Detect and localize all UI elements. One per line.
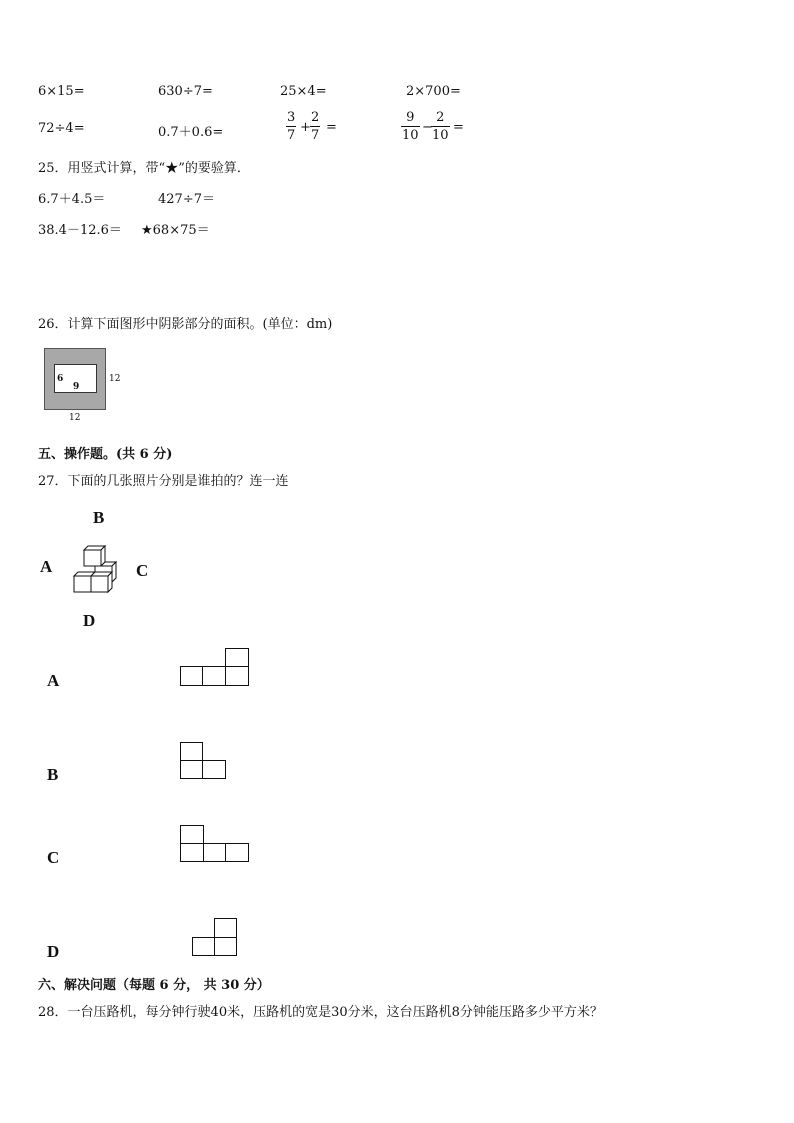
- numerator: 3: [287, 110, 296, 125]
- fraction-bar: [401, 126, 420, 127]
- denominator: 7: [311, 128, 320, 143]
- numerator: 2: [311, 110, 320, 125]
- fraction-bar: [431, 126, 450, 127]
- view-label-c: C: [47, 848, 60, 867]
- view-label-d: D: [47, 942, 60, 961]
- vertical-calc-3: 38.4－12.6＝: [38, 223, 122, 238]
- outer-side-label: 12: [109, 374, 121, 384]
- numerator: 9: [406, 110, 415, 125]
- fraction-9-10: [401, 110, 420, 143]
- equals-sign: =: [453, 120, 464, 135]
- oral-calc-4: 2×700=: [406, 84, 461, 99]
- numerator: 2: [436, 110, 445, 125]
- plus-sign: +: [300, 120, 311, 135]
- view-a-square: [225, 648, 249, 667]
- inner-height-label: 6: [57, 374, 64, 384]
- fraction-bar: [310, 126, 320, 127]
- fraction-bar: [286, 126, 296, 127]
- view-label-a: A: [47, 671, 60, 690]
- oral-calc-6: 0.7＋0.6=: [158, 125, 224, 140]
- section-6-heading: 六、解决问题（每题 6 分， 共 30 分）: [38, 978, 270, 993]
- observer-a: A: [40, 557, 53, 576]
- view-c-square: [180, 843, 204, 862]
- vertical-calc-2: 427÷7＝: [158, 192, 215, 207]
- view-b-square: [180, 760, 203, 779]
- minus-sign: −: [422, 120, 433, 135]
- view-a-square: [180, 666, 203, 686]
- question-27-title: 27．下面的几张照片分别是谁拍的？连一连: [38, 474, 289, 489]
- view-d-square: [192, 937, 215, 956]
- question-28-title: 28．一台压路机，每分钟行驶40米，压路机的宽是30分米，这台压路机8分钟能压路多少平方米？: [38, 1005, 603, 1020]
- view-c-square: [180, 825, 204, 844]
- fraction-2-7: [310, 110, 320, 143]
- vertical-calc-4: ★68×75＝: [141, 223, 210, 238]
- question-26-title: 26．计算下面图形中阴影部分的面积。(单位：dm): [38, 317, 333, 332]
- outer-bottom-label: 12: [69, 413, 81, 423]
- fraction-3-7: [286, 110, 296, 143]
- oral-calc-5: 72÷4=: [38, 121, 85, 136]
- equals-sign: =: [326, 120, 337, 135]
- view-d-square: [214, 918, 237, 938]
- fraction-2-10: [431, 110, 450, 143]
- view-c-square: [203, 843, 226, 862]
- oral-calc-1: 6×15=: [38, 84, 85, 99]
- view-label-b: B: [47, 765, 59, 784]
- view-a-square: [225, 666, 249, 686]
- cube-stack-figure: [68, 540, 122, 598]
- vertical-calc-1: 6.7＋4.5＝: [38, 192, 106, 207]
- observer-d: D: [83, 611, 96, 630]
- view-c-square: [225, 843, 249, 862]
- view-d-square: [214, 937, 237, 956]
- oral-calc-3: 25×4=: [280, 84, 327, 99]
- view-a-square: [202, 666, 226, 686]
- inner-width-label: 9: [73, 382, 80, 392]
- question-25-title: 25．用竖式计算，带“★”的要验算．: [38, 161, 250, 176]
- denominator: 7: [287, 128, 296, 143]
- view-b-square: [180, 742, 203, 761]
- section-5-heading: 五、操作题。(共 6 分): [38, 447, 173, 462]
- view-b-square: [202, 760, 226, 779]
- denominator: 10: [432, 128, 449, 143]
- denominator: 10: [402, 128, 419, 143]
- oral-calc-2: 630÷7=: [158, 84, 213, 99]
- observer-c: C: [136, 561, 149, 580]
- observer-b: B: [93, 508, 105, 527]
